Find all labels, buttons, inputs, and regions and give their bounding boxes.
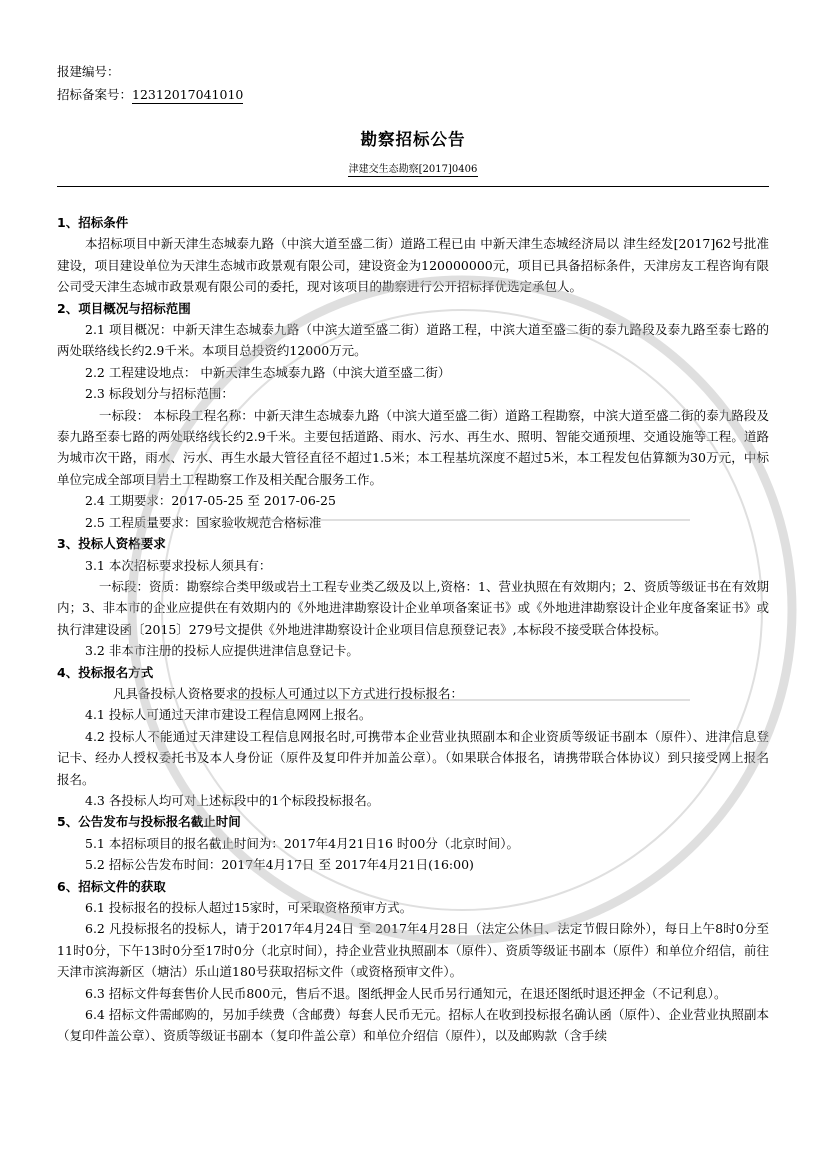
section-heading-2: 2、项目概况与招标范围 [57,300,191,316]
item-5-2: 5.2 招标公告发布时间：2017年4月17日 至 2017年4月21日(16:00) [85,857,474,873]
item-2-3: 2.3 标段划分与招标范围： [85,386,234,402]
item-4-3: 4.3 各投标人均可对上述标段中的1个标段投标报名。 [85,792,380,808]
record-number-value: 12312017041010 [132,87,244,102]
item-2-1: 2.1 项目概况：中新天津生态城泰九路（中滨大道至盛二街）道路工程，中滨大道至盛二街的泰九路段及泰九路至泰七路的两处联络线长约2.9千米。本项目总投资约12000万元。 [57,322,769,359]
report-number-label: 报建编号： [57,64,120,79]
item-4-2: 4.2 投标人不能通过天津建设工程信息网报名时,可携带本企业营业执照副本和企业资质等级证书副本（原件）、进津信息登记卡、经办人授权委托书及本人身份证（原件及复印件并加盖公章）。（如果联合体报名，请携带联合体协议）到只接受网上报名报名。 [57,728,769,787]
page-title: 勘察招标公告 [360,130,466,149]
item-2-2: 2.2 工程建设地点： 中新天津生态城泰九路（中滨大道至盛二街） [85,364,451,380]
item-3-1: 3.1 本次招标要求投标人须具有： [85,557,272,573]
item-6-2: 6.2 凡投标报名的投标人，请于2017年4月24日 至 2017年4月28日（法定公休日、法定节假日除外），每日上午8时0分至11时0分，下午13时0分至17时0分（北京时间），持企业营业执照副本（原件）、资质等级证书副本（原件）和单位介绍信，前往天津市滨海新区（塘沽）乐山道180号获取招标文件（或资格预审文件）。 [57,921,769,980]
record-number-line [57,85,243,103]
document-number-text: 津建交生态勘察[2017]0406 [348,164,478,175]
section-heading-1: 1、招标条件 [57,215,129,230]
item-5-1: 5.1 本招标项目的报名截止时间为：2017年4月21日16 时00分（北京时间）。 [85,835,520,851]
registration-intro: 凡具备投标人资格要求的投标人可通过以下方式进行投标报名： [113,685,464,701]
section-heading-3: 3、投标人资格要求 [57,536,166,552]
notice-body [57,212,769,1047]
item-6-1: 6.1 投标报名的投标人超过15家时，可采取资格预审方式。 [85,900,413,915]
item-4-1: 4.1 投标人可通过天津市建设工程信息网网上报名。 [85,707,372,723]
title-divider [57,186,769,187]
item-2-4: 2.4 工期要求：2017-05-25 至 2017-06-25 [85,493,336,509]
section-heading-5: 5、公告发布与投标报名截止时间 [57,814,241,830]
section-heading-4: 4、投标报名方式 [57,664,154,680]
report-number-line [57,62,120,80]
record-number-label: 招标备案号： [57,87,133,102]
item-2-5: 2.5 工程质量要求：国家验收规范合格标准 [85,514,322,530]
section-heading-6: 6、招标文件的获取 [57,878,166,894]
lot-1-qualifications: 一标段：资质：勘察综合类甲级或岩土工程专业类乙级及以上,资格：1、营业执照在有效期内；2、资质等级证书在有效期内；3、非本市的企业应提供在有效期内的《外地进津勘察设计企业单项备案证书》或《外地进津勘察设计企业年度备案证书》或执行津建设函〔2015〕279号文提供《外地进津勘察设计企业项目信息预登记表》,本标段不接受联合体投标。 [57,578,769,637]
item-6-3: 6.3 招标文件每套售价人民币800元，售后不退。图纸押金人民币另行通知元，在退还图纸时退还押金（不记利息）。 [85,985,727,1001]
item-6-4: 6.4 招标文件需邮购的，另加手续费（含邮费）每套人民币无元。招标人在收到投标报名确认函（原件）、企业营业执照副本（复印件盖公章）、资质等级证书副本（复印件盖公章）和单位介绍信（原件），以及邮购款（含手续 [57,1007,769,1044]
lot-1-scope: 一标段： 本标段工程名称：中新天津生态城泰九路（中滨大道至盛二街）道路工程勘察，中滨大道至盛二街的泰九路段及泰九路至泰七路的两处联络线长约2.9千米。主要包括道路、雨水、污水、再生水、照明、智能交通预埋、交通设施等工程。道路为城市次干路，雨水、污水、再生水最大管径直径不超过1.5米；本工程基坑深度不超过5米，本工程发包估算额为30万元，中标单位完成全部项目岩土工程勘察工作及相关配合服务工作。 [57,407,769,487]
item-3-2: 3.2 非本市注册的投标人应提供进津信息登记卡。 [85,643,359,659]
document-number [0,160,826,175]
section-1-paragraph: 本招标项目中新天津生态城泰九路（中滨大道至盛二街）道路工程已由 中新天津生态城经济局以 津生经发[2017]62号批准建设，项目建设单位为天津生态城市政景观有限公司，建设资金为120000000元，项目已具备招标条件，天津房友工程咨询有限公司受天津生态城市政景观有限公司的委托，现对该项目的勘察进行公开招标择优选定承包人。 [57,236,769,295]
